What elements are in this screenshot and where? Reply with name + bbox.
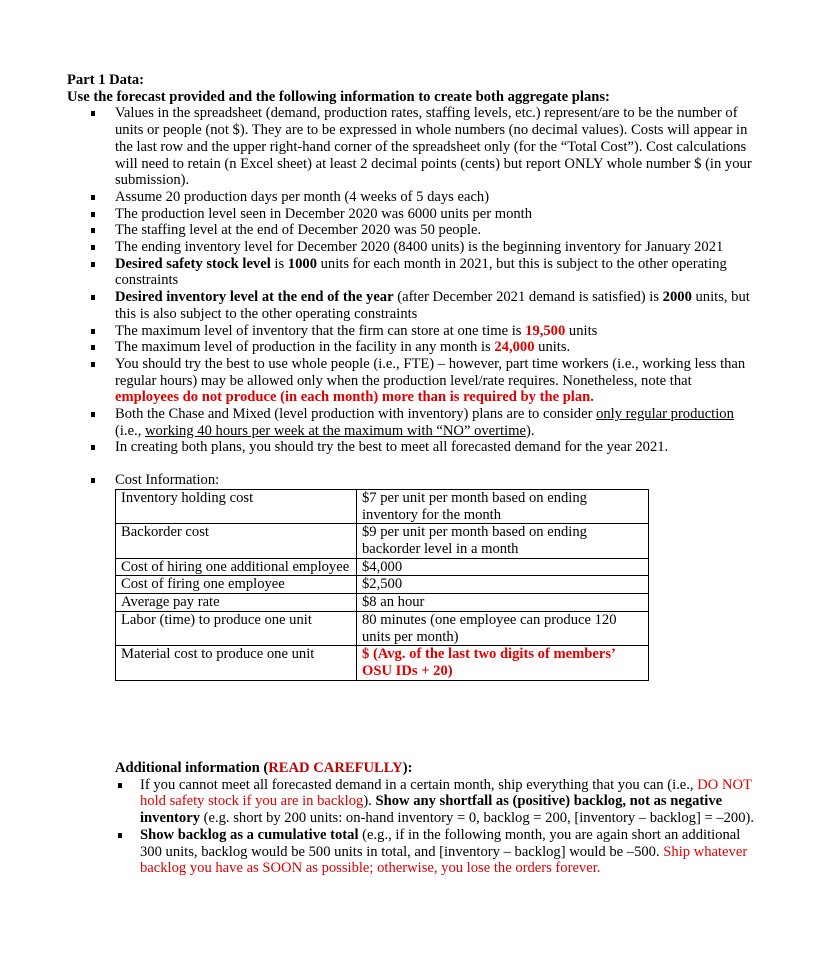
list-item-text: (i.e., xyxy=(115,422,145,439)
list-item-text: Desired safety stock level xyxy=(115,255,271,272)
cost-value: $ (Avg. of the last two digits of members’ OSU IDs + 20) xyxy=(357,646,649,680)
cost-row xyxy=(116,646,649,680)
cost-row xyxy=(116,558,649,576)
list-item-text: Assume 20 production days per month (4 weeks of 5 days each) xyxy=(115,188,490,205)
list-item-text: (after December 2021 demand is satisfied) is xyxy=(393,289,663,306)
cost-item: Cost of hiring one additional employee xyxy=(116,558,357,576)
list-item-text: (e.g. short by 200 units: on-hand inventory = 0, backlog = 200, [inventory – backlog] = –200). xyxy=(200,810,755,827)
cost-list xyxy=(67,472,757,489)
list-item-text: In creating both plans, you should try the best to meet all forecasted demand for the year 2021. xyxy=(115,439,669,456)
cost-item: Material cost to produce one unit xyxy=(116,646,357,680)
document-page xyxy=(67,72,757,681)
list-item xyxy=(115,777,755,827)
list-item-text: 2000 xyxy=(662,289,692,306)
list-item-text: If you cannot meet all forecasted demand in a certain month, ship everything that you can (i.e., xyxy=(140,776,698,793)
additional-info-heading xyxy=(115,760,755,777)
cost-bullet xyxy=(67,472,757,489)
list-item-text: The maximum level of production in the facility in any month is xyxy=(115,339,495,356)
cost-value: 80 minutes (one employee can produce 120 units per month) xyxy=(357,611,649,645)
list-item-text: Both the Chase and Mixed (level production with inventory) plans are to consider xyxy=(115,406,597,423)
list-item-text: 1000 xyxy=(287,255,317,272)
list-item xyxy=(67,105,757,189)
list-item-text: units. xyxy=(534,339,571,356)
cost-row xyxy=(116,524,649,558)
list-item-text: units, but this is also subject to the other operating constraints xyxy=(115,289,750,322)
heading-text: Additional information ( xyxy=(115,760,269,776)
cost-row xyxy=(116,576,649,594)
cost-heading: Cost Information: xyxy=(115,472,220,489)
requirements-list xyxy=(67,105,757,456)
list-item xyxy=(67,222,757,239)
cost-value: $2,500 xyxy=(357,576,649,594)
list-item-text: only regular production xyxy=(596,406,734,423)
heading-suffix: ): xyxy=(402,760,413,776)
list-item xyxy=(67,356,757,406)
list-item-text: Ship whatever backlog you have as SOON as possible; otherwise, you lose the orders forever. xyxy=(140,843,748,877)
list-item-text: ). xyxy=(363,793,376,810)
list-item-text: The production level seen in December 2020 was 6000 units per month xyxy=(115,205,533,222)
list-item-text: (e.g., if in the following month, you are again short an additional 300 units, backlog would be 500 units in total, and [inventory – backlog] would be –500. xyxy=(140,826,741,860)
list-item xyxy=(67,439,757,456)
cost-row xyxy=(116,594,649,612)
cost-value: $4,000 xyxy=(357,558,649,576)
list-item-text: 19,500 xyxy=(525,322,566,339)
list-item-text: DO NOT hold safety stock if you are in backlog xyxy=(140,776,752,810)
list-item-text: ). xyxy=(525,422,535,439)
additional-info-list xyxy=(115,777,755,877)
list-item-text: units xyxy=(565,322,598,339)
read-carefully-text: READ CAREFULLY xyxy=(268,760,403,776)
list-item-text: is xyxy=(270,255,288,272)
cost-table xyxy=(115,489,649,681)
list-item xyxy=(67,189,757,206)
list-item xyxy=(67,256,757,289)
list-item xyxy=(67,206,757,223)
list-item-text: Values in the spreadsheet (demand, production rates, staffing levels, etc.) represent/are to be the number of units or people (not $). They are to be expressed in whole numbers (no decimal values). Costs will appear in the last row and the upper right-hand corner of the spreadsheet only (for the “Total Cost”). Cost calculations will need to retain (n Excel sheet) at least 2 decimal points (cents) but report ONLY whole number $ (in your submission). xyxy=(115,105,752,189)
cost-value: $9 per unit per month based on ending backorder level in a month xyxy=(357,524,649,558)
cost-item: Cost of firing one employee xyxy=(116,576,357,594)
list-item-text: The maximum level of inventory that the firm can store at one time is xyxy=(115,322,526,339)
list-item xyxy=(67,339,757,356)
list-item-text: 24,000 xyxy=(494,339,535,356)
cost-value: $7 per unit per month based on ending inventory for the month xyxy=(357,489,649,523)
list-item-text: The staffing level at the end of December 2020 was 50 people. xyxy=(115,222,482,239)
list-item xyxy=(67,406,757,439)
list-item-text: Desired inventory level at the end of the year xyxy=(115,289,394,306)
part-title: Part 1 Data: xyxy=(67,72,144,88)
cost-value: $8 an hour xyxy=(357,594,649,612)
list-item xyxy=(67,289,757,322)
list-item-text: Show any shortfall as (positive) backlog, not as negative inventory xyxy=(140,793,723,827)
cost-row xyxy=(116,611,649,645)
cost-item: Labor (time) to produce one unit xyxy=(116,611,357,645)
list-item-text: Show backlog as a cumulative total xyxy=(140,826,359,843)
list-item-text: working 40 hours per week at the maximum with “NO” overtime xyxy=(145,422,526,439)
cost-item: Backorder cost xyxy=(116,524,357,558)
additional-info-section xyxy=(115,760,755,877)
list-item xyxy=(67,323,757,340)
list-item-text: You should try the best to use whole people (i.e., FTE) – however, part time workers (i.e., working less than regular hours) may be allowed only when the production level/rate requires. Nonetheless, note that xyxy=(115,355,746,389)
cost-item: Inventory holding cost xyxy=(116,489,357,523)
cost-item: Average pay rate xyxy=(116,594,357,612)
list-item-text: The ending inventory level for December 2020 (8400 units) is the beginning inventory for January 2021 xyxy=(115,239,724,256)
list-item-text: units for each month in 2021, but this is subject to the other operating constraints xyxy=(115,255,727,289)
cost-row xyxy=(116,489,649,523)
list-item xyxy=(67,239,757,256)
list-item-text: employees do not produce (in each month) more than is required by the plan. xyxy=(115,389,594,406)
instructions-heading: Use the forecast provided and the following information to create both aggregate plans: xyxy=(67,88,610,105)
list-item xyxy=(115,827,755,877)
